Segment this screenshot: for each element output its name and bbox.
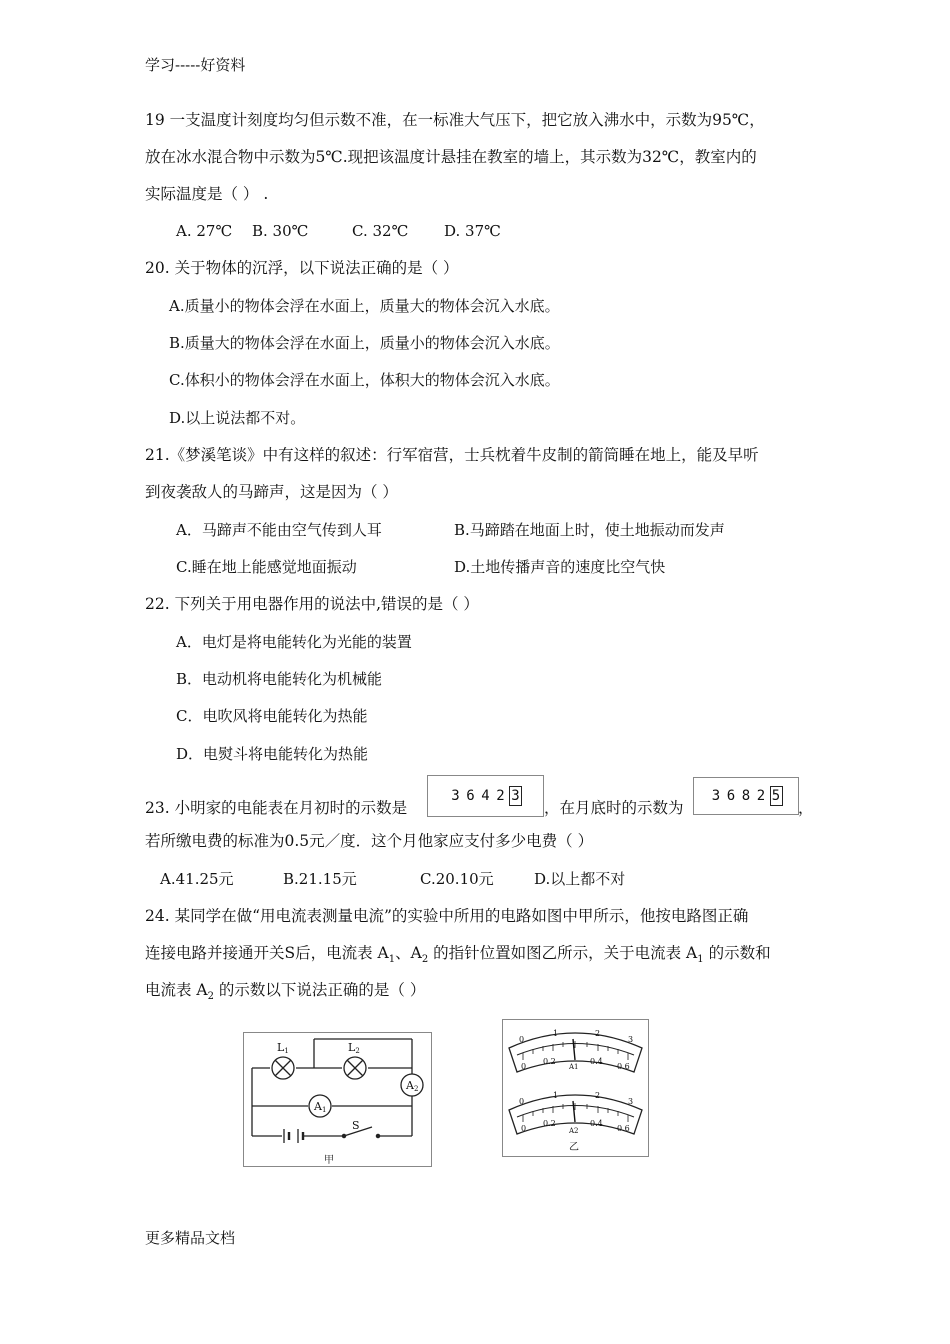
- dial-1-bottom-tick: 0.4: [590, 1057, 603, 1066]
- dial-2-top-tick: 1: [553, 1091, 559, 1100]
- q24-line-3-b: 的示数以下说法正确的是（ ）: [214, 981, 426, 999]
- q19-option-c: C. 32℃: [352, 222, 409, 240]
- q21-option-c: C.睡在地上能感觉地面振动: [176, 558, 357, 576]
- meter-reading-end: [693, 777, 799, 815]
- q24-line-2-d: 的示数和: [703, 944, 771, 962]
- q22-option-a: A．电灯是将电能转化为光能的装置: [176, 633, 412, 651]
- dial-2-bottom-tick: 0: [521, 1124, 527, 1133]
- dial-1-bottom-tick: 0.2: [543, 1057, 556, 1066]
- q24-line-2-c: 的指针位置如图乙所示，关于电流表 A: [428, 944, 698, 962]
- page-header: 学习-----好资料: [145, 56, 246, 74]
- q20-option-d: D.以上说法都不对。: [169, 409, 306, 427]
- meter-start-decimal-digit: 3: [509, 786, 522, 806]
- q23-option-d: D.以上都不对: [534, 870, 626, 888]
- subscript: 1: [697, 954, 704, 966]
- dial-1-bottom-tick: 0: [521, 1062, 527, 1071]
- figure-caption-yi: 乙: [569, 1142, 579, 1153]
- meter-reading-start: [427, 775, 544, 817]
- page-footer: 更多精品文档: [145, 1229, 236, 1247]
- dial-2-bottom-tick: 0.2: [543, 1119, 556, 1128]
- q19-option-b: B. 30℃: [252, 222, 309, 240]
- q19-line-2: 放在冰水混合物中示数为5℃.现把该温度计悬挂在教室的墙上，其示数为32℃，教室内的: [145, 148, 757, 166]
- dial-2-top-tick: 3: [628, 1097, 634, 1106]
- q19-line-1: 19 一支温度计刻度均匀但示数不准，在一标准大气压下，把它放入沸水中，示数为95℃，: [145, 111, 765, 129]
- q19-line-3: 实际温度是（ ） .: [145, 185, 269, 203]
- circuit-diagram-svg: [244, 1033, 431, 1166]
- q23-option-a: A.41.25元: [160, 870, 234, 888]
- q20-option-b: B.质量大的物体会浮在水面上，质量小的物体会沉入水底。: [169, 334, 560, 352]
- dial-1-top-tick: 0: [519, 1035, 525, 1044]
- dial-2-label: A2: [569, 1127, 579, 1135]
- dial-2-bottom-tick: 0.6: [617, 1124, 630, 1133]
- subscript: 1: [388, 954, 396, 966]
- q24-line-3: [145, 980, 425, 1007]
- q24-line-1: 24. 某同学在做“用电流表测量电流”的实验中所用的电路如图中甲所示，他按电路图正确: [145, 907, 749, 925]
- q21-line-2: 到夜袭敌人的马蹄声，这是因为（ ）: [145, 483, 398, 501]
- circuit-diagram: [243, 1032, 432, 1167]
- q24-line-2-b: 、A: [395, 944, 422, 962]
- q20-option-a: A.质量小的物体会浮在水面上，质量大的物体会沉入水底。: [169, 297, 560, 315]
- meter-end-digit: 8: [741, 788, 751, 804]
- meter-end-digit: 3: [711, 788, 721, 804]
- q24-line-3-a: 电流表 A: [145, 981, 208, 999]
- dial-2-top-tick: 2: [595, 1091, 601, 1100]
- q23-text-1: 23. 小明家的电能表在月初时的示数是: [145, 799, 408, 817]
- q20-stem: 20. 关于物体的沉浮，以下说法正确的是（ ）: [145, 259, 459, 277]
- q22-option-d: D．电熨斗将电能转化为热能: [176, 745, 369, 763]
- q24-line-2-a: 连接电路并接通开关S后，电流表 A: [145, 944, 389, 962]
- q23-option-c: C.20.10元: [420, 870, 494, 888]
- dial-a1: [509, 1029, 642, 1072]
- figure-caption-jia: 甲: [324, 1155, 334, 1166]
- lamp-l2-label: L2: [348, 1041, 360, 1055]
- q22-option-b: B．电动机将电能转化为机械能: [176, 670, 383, 688]
- q22-stem: 22. 下列关于用电器作用的说法中,错误的是（ ）: [145, 595, 479, 613]
- meter-end-decimal-digit: 5: [770, 786, 783, 806]
- dial-2-top-tick: 0: [519, 1097, 525, 1106]
- dial-2-bottom-tick: 0.4: [590, 1119, 603, 1128]
- q24-line-2: [145, 943, 771, 970]
- q19-option-d: D. 37℃: [444, 222, 501, 240]
- subscript: 2: [207, 991, 214, 1003]
- q23-text-2: ，在月底时的示数为: [544, 799, 684, 817]
- ammeter-dials-svg: [503, 1020, 648, 1156]
- meter-start-digit: 3: [451, 788, 460, 804]
- dial-1-label: A1: [569, 1063, 579, 1071]
- q23-text-3: ，: [798, 799, 814, 817]
- q19-option-a: A. 27℃: [176, 222, 233, 240]
- q20-option-c: C.体积小的物体会浮在水面上，体积大的物体会沉入水底。: [169, 371, 560, 389]
- subscript: 2: [421, 954, 429, 966]
- dial-1-top-tick: 1: [553, 1029, 559, 1038]
- meter-start-digit: 6: [466, 788, 475, 804]
- ammeter-a1-label: A1: [314, 1100, 327, 1114]
- ammeter-a2-label: A2: [406, 1079, 419, 1093]
- ammeter-dials: [502, 1019, 649, 1157]
- dial-1-top-tick: 3: [628, 1035, 634, 1044]
- q21-option-d: D.土地传播声音的速度比空气快: [454, 558, 666, 576]
- dial-a2: [509, 1091, 642, 1135]
- q23-line-2: 若所缴电费的标准为0.5元／度．这个月他家应支付多少电费（ ）: [145, 832, 594, 850]
- meter-end-digit: 6: [726, 788, 736, 804]
- meter-start-digit: 2: [496, 788, 505, 804]
- q23-option-b: B.21.15元: [283, 870, 357, 888]
- q21-line-1: 21.《梦溪笔谈》中有这样的叙述：行军宿营，士兵枕着牛皮制的箭筒睡在地上，能及早听: [145, 446, 759, 464]
- q21-option-a: A．马蹄声不能由空气传到人耳: [176, 521, 382, 539]
- q21-option-b: B.马蹄踏在地面上时，使土地振动而发声: [454, 521, 725, 539]
- meter-start-digit: 4: [481, 788, 490, 804]
- dial-1-bottom-tick: 0.6: [617, 1062, 630, 1071]
- meter-end-digit: 2: [756, 788, 766, 804]
- dial-1-top-tick: 2: [595, 1029, 601, 1038]
- switch-label: S: [352, 1119, 360, 1132]
- q22-option-c: C．电吹风将电能转化为热能: [176, 707, 368, 725]
- lamp-l1-label: L1: [277, 1041, 289, 1055]
